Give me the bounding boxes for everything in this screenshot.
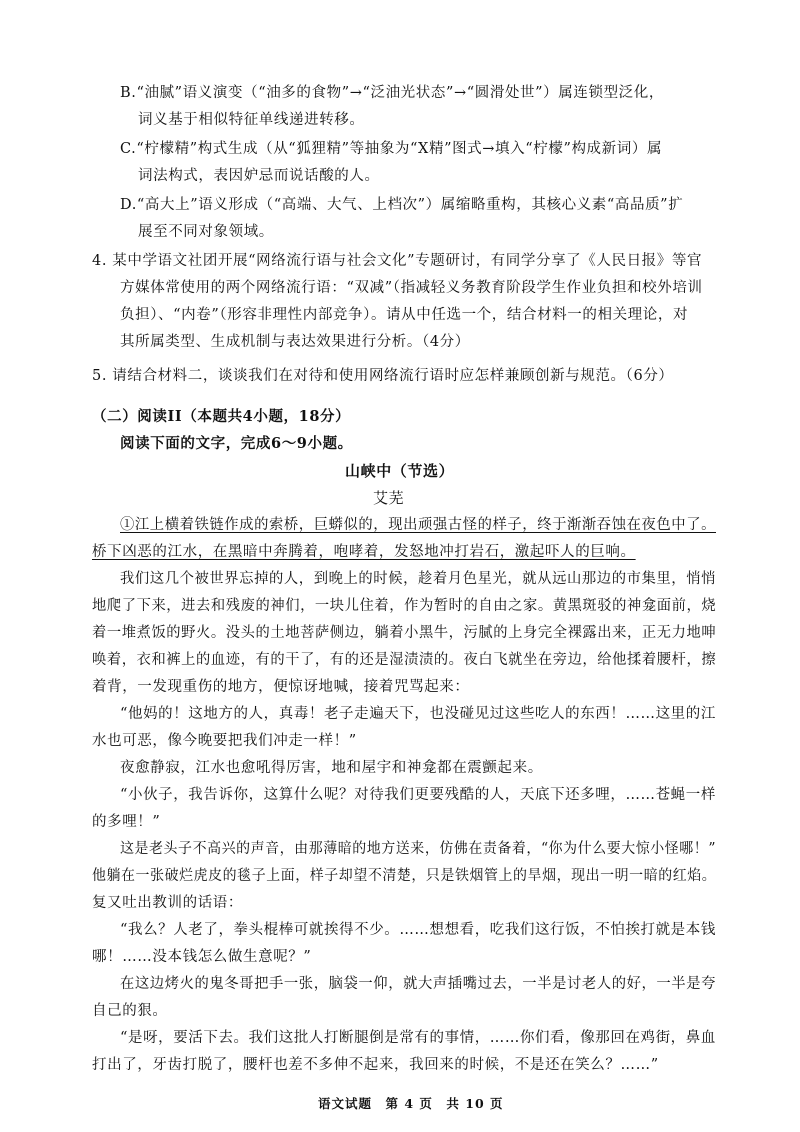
section-instruction: 阅读下面的文字，完成6～9小题。 (120, 435, 353, 452)
section-heading: （二）阅读II（本题共4小题，18分） (92, 408, 351, 425)
question-4-line-2: 方媒体常使用的两个网络流行语：“双减”（指减轻义务教育阶段学生作业负担和校外培训 (120, 280, 703, 296)
passage-line-10: 夜愈静寂，江水也愈吼得厉害，地和屋宇和神龛都在震颤起来。 (120, 760, 543, 776)
question-5: 5. 请结合材料二，谈谈我们在对待和使用网络流行语时应怎样兼顾创新与规范。（6分） (92, 368, 674, 384)
option-b-line-1: B.“油腻”语义演变（“油多的食物”→“泛油光状态”→“圆滑处世”）属连锁型泛化， (120, 85, 664, 101)
option-d-line-2: 展至不同对象领域。 (138, 224, 274, 240)
question-4-line-4: 其所属类型、生成机制与表达效果进行分析。（4分） (120, 334, 470, 350)
passage-line-7: 着背，一发现重伤的地方，便惊讶地喊，接着咒骂起来： (92, 679, 470, 695)
option-c-line-2: 词法构式，表因妒忌而说话酸的人。 (138, 168, 380, 184)
passage-line-18: 在这边烤火的鬼冬哥把手一张，脑袋一仰，就大声插嘴过去，一半是讨老人的好，一半是夸 (120, 976, 716, 992)
passage-line-6: 唤着，衣和裤上的血迹，有的干了，有的还是湿渍渍的。夜白飞就坐在旁边，给他揉着腰杆，擦 (92, 652, 717, 668)
passage-line-13: 这是老头子不高兴的声音，由那薄暗的地方送来，仿佛在责备着，“你为什么要大惊小怪哪！” (120, 841, 717, 857)
passage-line-1: ①江上横着铁链作成的索桥，巨蟒似的，现出顽强古怪的样子，终于渐渐吞蚀在夜色中了。 (120, 517, 716, 533)
passage-line-4: 地爬了下来，进去和残废的神们，一块儿住着，作为暂时的自由之家。黄黑斑驳的神龛面前，烧 (92, 598, 717, 614)
passage-line-11: “小伙子，我告诉你，这算什么呢？对待我们更要残酷的人，天底下还多哩，……苍蝇一样 (120, 787, 716, 803)
page-footer: 语文试题 第 4 页 共 10 页 (318, 1096, 504, 1111)
passage-line-14: 他躺在一张破烂虎皮的毯子上面，样子却望不清楚，只是铁烟管上的旱烟，现出一明一暗的红焰。 (92, 868, 717, 884)
passage-title: 山峡中（节选） (345, 462, 455, 480)
passage-line-16: “我么？人老了，拳头棍棒可就挨得不少。……想想看，吃我们这行饭，不怕挨打就是本钱 (120, 922, 716, 938)
passage-line-3: 我们这几个被世界忘掉的人，到晚上的时候，趁着月色星光，就从远山那边的市集里，悄悄 (120, 571, 716, 587)
passage-author: 艾芜 (373, 489, 405, 507)
passage-line-21: 打出了，牙齿打脱了，腰杆也差不多伸不起来，我回来的时候，不是还在笑么？……” (92, 1057, 659, 1073)
passage-line-8: “他妈的！这地方的人，真毒！老子走遍天下，也没碰见过这些吃人的东西！……这里的江 (120, 706, 716, 722)
option-b-line-2: 词义基于相似特征单线递进转移。 (138, 112, 365, 128)
passage-line-9: 水也可恶，像今晚要把我们冲走一样！” (92, 733, 357, 749)
question-4-line-3: 负担）、“内卷”（形容非理性内部竞争）。请从中任选一个，结合材料一的相关理论，对 (120, 307, 689, 323)
option-d-line-1: D.“高大上”语义形成（“高端、大气、上档次”）属缩略重构，其核心义素“高品质”扩 (120, 197, 684, 213)
passage-line-17: 哪！……没本钱怎么做生意呢？” (92, 949, 312, 965)
passage-line-2: 桥下凶恶的江水，在黑暗中奔腾着，咆哮着，发怒地冲打岩石，激起吓人的巨响。 (92, 544, 636, 560)
option-c-line-1: C.“柠檬精”构式生成（从“狐狸精”等抽象为“X精”图式→填入“柠檬”构成新词）属 (120, 141, 663, 157)
passage-line-5: 着一堆煮饭的野火。没头的土地菩萨侧边，躺着小黑牛，污腻的上身完全裸露出来，正无力地呻 (92, 625, 717, 641)
passage-line-15: 复又吐出教训的话语： (92, 895, 243, 911)
passage-line-20: “是呀，要活下去。我们这批人打断腿倒是常有的事情，……你们看，像那回在鸡街，鼻血 (120, 1030, 716, 1046)
passage-line-12: 的多哩！” (92, 814, 161, 830)
passage-line-19: 自己的狠。 (92, 1003, 168, 1019)
question-4-line-1: 4. 某中学语文社团开展“网络流行语与社会文化”专题研讨，有同学分享了《人民日报》等官 (92, 253, 703, 269)
